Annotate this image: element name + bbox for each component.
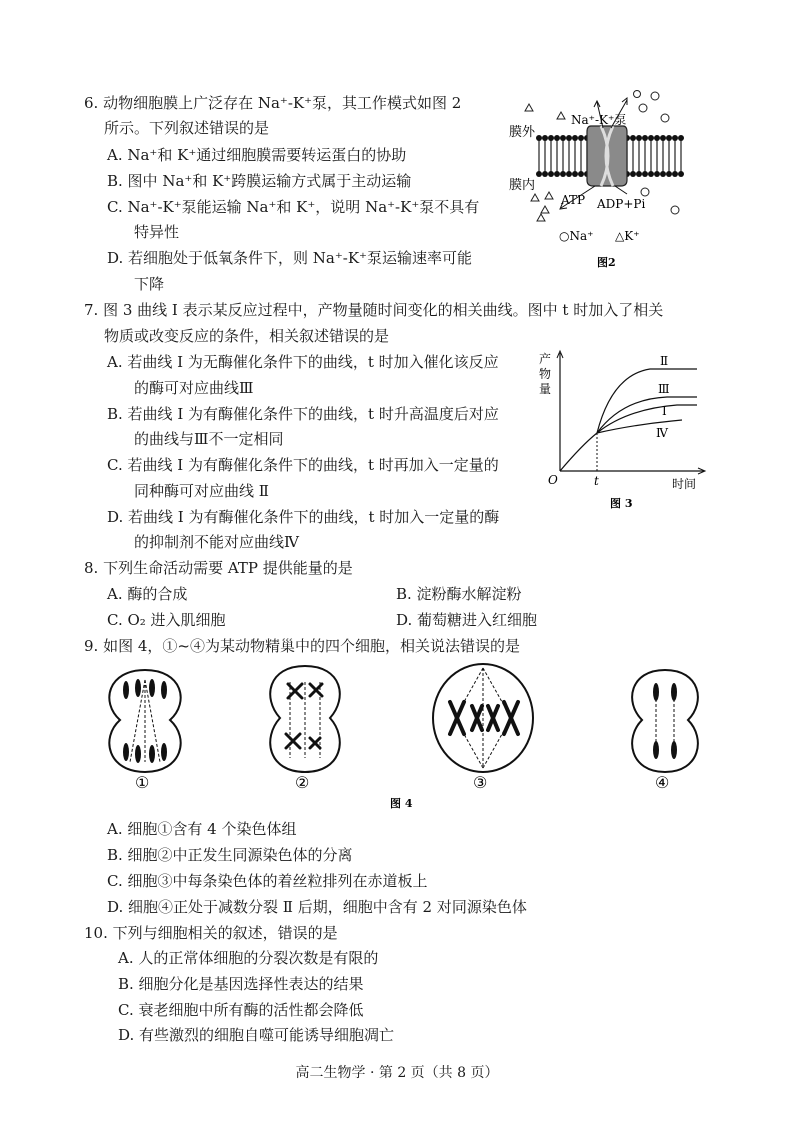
curve-i [597, 405, 697, 433]
q8-option-d: D. 葡萄糖进入红细胞 [396, 611, 538, 629]
y-axis-label-2: 物 [539, 367, 552, 381]
cell-4-label: ④ [655, 773, 670, 792]
q10-stem: 10. 下列与细胞相关的叙述，错误的是 [84, 924, 338, 942]
atp-label: ATP [561, 193, 586, 207]
q6-option-a: A. Na⁺和 K⁺通过细胞膜需要转运蛋白的协助 [107, 146, 407, 164]
q6-stem-line2: 所示。下列叙述错误的是 [104, 119, 270, 137]
adp-label: ADP+Pi [597, 197, 646, 211]
pump-label: Na⁺-K⁺泵 [571, 113, 627, 127]
cell-3-label: ③ [473, 773, 488, 792]
q8-option-c: C. O₂ 进入肌细胞 [107, 611, 226, 629]
q6-option-d-cont: 下降 [134, 275, 165, 293]
q6-option-d: D. 若细胞处于低氧条件下，则 Na⁺-K⁺泵运输速率可能 [107, 249, 472, 267]
q7-option-b-cont: 的曲线与Ⅲ不一定相同 [134, 430, 284, 448]
curve-ii-label: Ⅱ [660, 354, 669, 368]
q7-option-c-cont: 同种酶可对应曲线 Ⅱ [134, 482, 269, 500]
q8-option-a: A. 酶的合成 [107, 585, 188, 603]
figure-4-cells [90, 662, 730, 812]
q7-option-a: A. 若曲线 Ⅰ 为无酶催化条件下的曲线，t 时加入催化该反应 [107, 353, 499, 371]
cell-1-label: ① [135, 773, 150, 792]
q8-option-b: B. 淀粉酶水解淀粉 [396, 585, 522, 603]
curve-iii [597, 397, 697, 433]
q7-option-a-cont: 的酶可对应曲线Ⅲ [134, 379, 254, 397]
outside-label: 膜外 [509, 125, 536, 140]
q6-stem-line1: 6. 动物细胞膜上广泛存在 Na⁺-K⁺泵，其工作模式如图 2 [84, 94, 462, 112]
q9-option-d: D. 细胞④正处于减数分裂 Ⅱ 后期，细胞中含有 2 对同源染色体 [107, 898, 527, 916]
x-axis-label: 时间 [672, 477, 697, 491]
q9-option-c: C. 细胞③中每条染色体的着丝粒排列在赤道板上 [107, 872, 428, 890]
cell-3 [433, 664, 533, 772]
t-tick-label: t [594, 474, 599, 488]
curve-iv [597, 420, 682, 433]
q10-option-b: B. 细胞分化是基因选择性表达的结果 [118, 975, 364, 993]
figure-2-pump-diagram [505, 88, 705, 273]
q7-stem-line1: 7. 图 3 曲线 Ⅰ 表示某反应过程中，产物量随时间变化的相关曲线。图中 t 时加入了相关 [84, 301, 664, 319]
q8-stem: 8. 下列生命活动需要 ATP 提供能量的是 [84, 559, 353, 577]
curve-i-label: Ⅰ [662, 404, 667, 418]
q6-option-b: B. 图中 Na⁺和 K⁺跨膜运输方式属于主动运输 [107, 172, 412, 190]
q9-option-b: B. 细胞②中正发生同源染色体的分离 [107, 846, 353, 864]
curve-iii-label: Ⅲ [658, 382, 670, 396]
cell-4 [632, 670, 698, 772]
cell-2 [270, 666, 340, 772]
q9-stem: 9. 如图 4，①~④为某动物精巢中的四个细胞，相关说法错误的是 [84, 637, 520, 655]
figure-3-curves [532, 345, 712, 515]
legend-na: ○Na⁺ [559, 229, 594, 243]
figure-2-caption: 图2 [597, 256, 616, 269]
q7-option-d: D. 若曲线 Ⅰ 为有酶催化条件下的曲线，t 时加入一定量的酶 [107, 508, 500, 526]
page-footer: 高二生物学 · 第 2 页（共 8 页） [295, 1065, 499, 1081]
q7-stem-line2: 物质或改变反应的条件，相关叙述错误的是 [104, 327, 390, 345]
q6-option-c: C. Na⁺-K⁺泵能运输 Na⁺和 K⁺，说明 Na⁺-K⁺泵不具有 [107, 198, 480, 216]
q7-option-d-cont: 的抑制剂不能对应曲线Ⅳ [134, 533, 299, 551]
figure-3-caption: 图 3 [610, 497, 633, 510]
origin-label: O [548, 473, 558, 487]
q6-option-c-cont: 特异性 [134, 223, 180, 241]
legend-k: △K⁺ [615, 229, 640, 243]
q10-option-c: C. 衰老细胞中所有酶的活性都会降低 [118, 1001, 364, 1019]
q10-option-d: D. 有些激烈的细胞自噬可能诱导细胞凋亡 [118, 1026, 395, 1044]
cell-2-label: ② [295, 773, 310, 792]
shared-curve [560, 433, 597, 471]
q7-option-b: B. 若曲线 Ⅰ 为有酶催化条件下的曲线，t 时升高温度后对应 [107, 405, 499, 423]
q9-option-a: A. 细胞①含有 4 个染色体组 [107, 820, 297, 838]
q7-option-c: C. 若曲线 Ⅰ 为有酶催化条件下的曲线，t 时再加入一定量的 [107, 456, 499, 474]
cell-1 [109, 670, 180, 772]
curve-iv-label: Ⅳ [656, 426, 668, 440]
q10-option-a: A. 人的正常体细胞的分裂次数是有限的 [118, 949, 379, 967]
y-axis-label-1: 产 [539, 352, 552, 366]
figure-4-caption: 图 4 [390, 797, 413, 810]
y-axis-label-3: 量 [539, 382, 552, 396]
inside-label: 膜内 [509, 178, 536, 193]
